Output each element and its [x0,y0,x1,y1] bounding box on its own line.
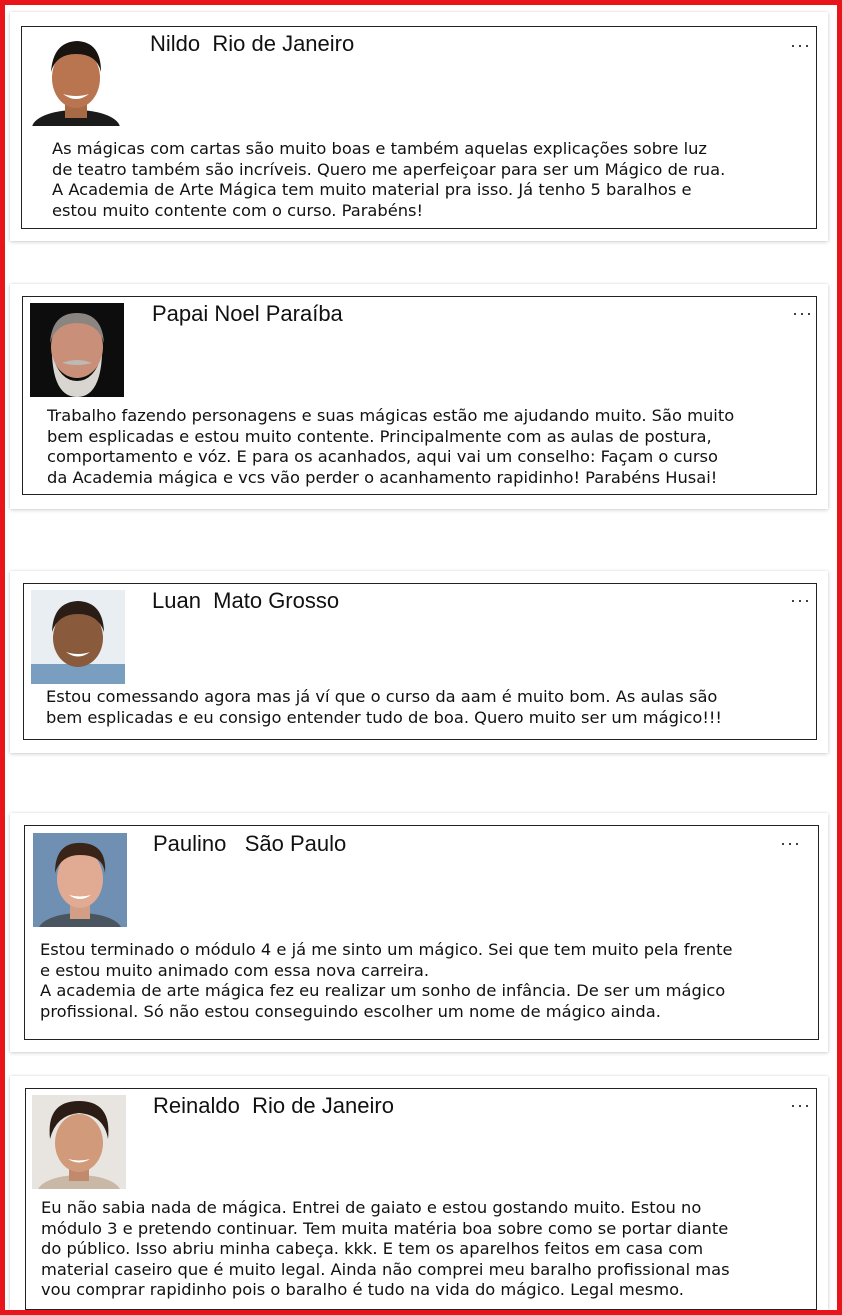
more-options-icon[interactable]: ··· [780,833,801,853]
reviewer-name: Reinaldo Rio de Janeiro [153,1093,394,1118]
avatar [31,590,125,684]
testimonial-text: Estou terminado o módulo 4 e já me sinto um mágico. Sei que tem muito pela frente e estou muito animado com essa nova carreira. A academia de arte mágica fez eu realizar um sonho de infância. De ser um mágico profissional. Só não estou conseguindo escolher um nome de mágico ainda. [40,940,733,1021]
testimonial-text: Eu não sabia nada de mágica. Entrei de gaiato e estou gostando muito. Estou no módulo 3 e pretendo continuar. Tem muita matéria boa sobre como se portar diante do público. Isso abriu minha cabeça. kkk. E tem os aparelhos feitos em casa com material caseiro que é muito legal. Ainda não comprei meu baralho profissional mas vou comprar rapidinho pois o baralho é tudo na vida do mágico. Legal mesmo. [41,1198,730,1300]
testimonial-card [10,1076,828,1310]
testimonial-text: As mágicas com cartas são muito boas e também aquelas explicações sobre luz de teatro também são incríveis. Quero me aperfeiçoar para ser um Mágico de rua. A Academia de Arte Mágica tem muito material pra isso. Já tenho 5 baralhos e estou muito contente com o curso. Parabéns! [52,139,726,220]
testimonial-card [10,571,828,753]
reviewer-name: Nildo Rio de Janeiro [150,31,355,56]
testimonial-card [10,284,828,509]
avatar [33,833,127,927]
testimonial-text: Trabalho fazendo personagens e suas mágicas estão me ajudando muito. São muito bem esplicadas e estou muito contente. Principalmente com as aulas de postura, comportamento e vóz. E para os acanhados, aqui vai um conselho: Façam o curso da Academia mágica e vcs vão perder o acanhamento rapidinho! Parabéns Husai! [47,406,735,487]
more-options-icon[interactable]: ··· [792,303,813,323]
reviewer-name: Luan Mato Grosso [152,588,340,613]
avatar [29,32,123,126]
reviewer-name: Papai Noel Paraíba [152,301,343,326]
testimonial-card [10,813,828,1052]
more-options-icon[interactable]: ··· [790,1095,811,1115]
more-options-icon[interactable]: ··· [790,35,811,55]
more-options-icon[interactable]: ··· [790,590,811,610]
testimonial-card [10,12,828,241]
avatar [32,1095,126,1189]
testimonial-text: Estou comessando agora mas já ví que o curso da aam é muito bom. As aulas são bem esplicadas e eu consigo entender tudo de boa. Quero muito ser um mágico!!! [46,687,722,727]
reviewer-name: Paulino São Paulo [153,831,347,856]
avatar [30,303,124,397]
